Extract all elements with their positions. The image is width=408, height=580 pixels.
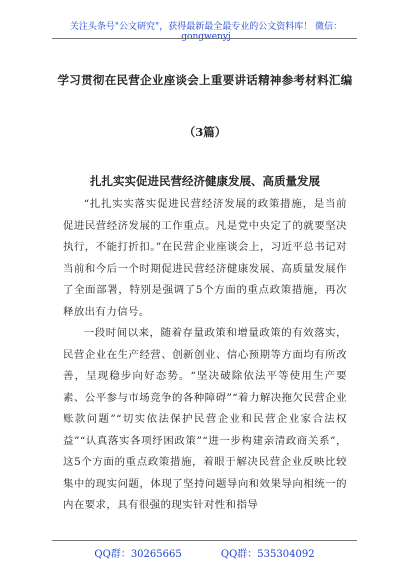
section-title: 扎扎实实促进民营经济健康发展、高质量发展: [90, 174, 320, 188]
document-title: 学习贯彻在民营企业座谈会上重要讲话精神参考材料汇编: [57, 73, 353, 87]
header-banner: 关注头条号"公文研究"，获得最新最全最专业的公文资料库！ 微信：gongwenyj: [69, 22, 343, 42]
paragraph-2: 一段时间以来，随着存量政策和增量政策的有效落实，民营企业在生产经营、创新创业、信心预期等方面均有所改善，呈现稳步向好态势。“坚决破除依法平等使用生产要素、公平参与市场竞争的各种障碍”“着力解决拖欠民营企业账款问题”“切实依法保护民营企业和民营企业家合法权益”“认真落实各项纾困政策”“进一步构建亲清政商关系”，这5个方面的重点政策措施，着眼于解决民营企业反映比较集中的现实问题，体现了坚持问题导向和效果导向相统一的内在要求，具有很强的现实针对性和指导: [63, 327, 347, 511]
footer-qq-group-2: QQ群：535304092: [220, 549, 315, 560]
body-text: [63, 194, 347, 517]
footer-divider: [52, 540, 357, 541]
document-count-label: （3篇）: [183, 125, 227, 139]
footer: [52, 545, 357, 560]
header-divider: [52, 38, 357, 39]
footer-qq-group-1: QQ群：30265665: [94, 549, 182, 560]
paragraph-1: “扎扎实实落实促进民营经济发展的政策措施，是当前促进民营经济发展的工作重点。凡是党中央定了的就要坚决执行，不能打折扣。”在民营企业座谈会上，习近平总书记对当前和今后一个时期促进民营经济健康发展、高质量发展作了全面部署，特别是强调了5个方面的重点政策措施，再次释放出有力信号。: [63, 198, 347, 318]
